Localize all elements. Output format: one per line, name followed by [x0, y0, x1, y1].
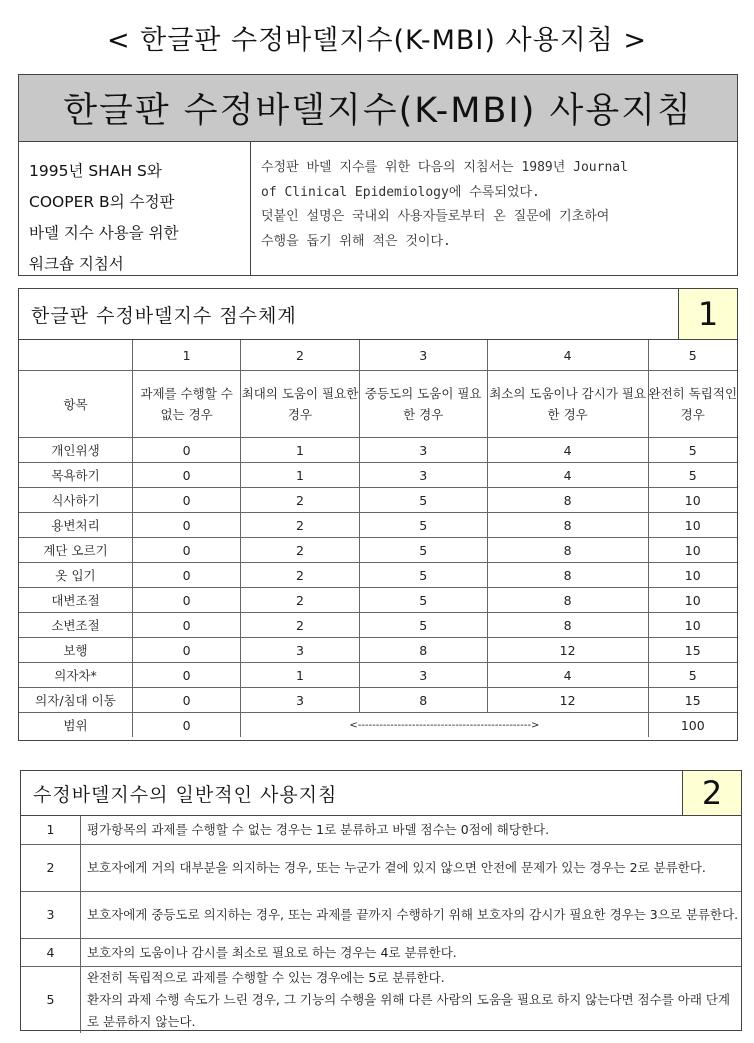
rule-text: 보호자에게 거의 대부분을 의지하는 경우, 또는 누군가 곁에 있지 않으면 안전에 문제가 있는 경우는 2로 분류한다. [81, 845, 742, 892]
item-name: 의자/침대 이동 [19, 688, 133, 713]
score-cell: 0 [133, 488, 241, 513]
level-description: 최대의 도움이 필요한 경우 [241, 371, 359, 438]
range-min: 0 [133, 713, 241, 738]
source-line: 워크숍 지침서 [29, 255, 124, 273]
score-cell: 4 [487, 438, 648, 463]
score-cell: 3 [359, 438, 487, 463]
rule-row [21, 967, 741, 1034]
table-row [19, 663, 737, 688]
score-cell: 1 [241, 663, 359, 688]
table-row [19, 613, 737, 638]
score-cell: 4 [487, 663, 648, 688]
score-cell: 3 [241, 688, 359, 713]
score-cell: 1 [241, 463, 359, 488]
score-cell: 10 [648, 488, 737, 513]
source-line: COOPER B의 수정판 [29, 193, 175, 211]
rule-text: 보호자에게 중등도로 의지하는 경우, 또는 과제를 끝까지 수행하기 위해 보호자의 감시가 필요한 경우는 3으로 분류한다. [81, 892, 742, 939]
range-max: 100 [648, 713, 737, 738]
score-cell: 10 [648, 538, 737, 563]
rule-text: 보호자의 도움이나 감시를 최소로 필요로 하는 경우는 4로 분류한다. [81, 939, 742, 967]
title-box [18, 74, 738, 276]
table-row [19, 688, 737, 713]
score-cell: 2 [241, 563, 359, 588]
score-cell: 5 [648, 463, 737, 488]
score-cell: 5 [359, 563, 487, 588]
score-cell: 2 [241, 613, 359, 638]
table-corner [19, 340, 133, 371]
score-cell: 2 [241, 513, 359, 538]
score-cell: 0 [133, 563, 241, 588]
score-cell: 10 [648, 613, 737, 638]
score-cell: 10 [648, 563, 737, 588]
rule-row [21, 845, 741, 892]
table-row [19, 563, 737, 588]
score-cell: 5 [648, 663, 737, 688]
document-title: 한글판 수정바델지수(K-MBI) 사용지침 [19, 75, 737, 142]
score-cell: 5 [359, 538, 487, 563]
score-cell: 0 [133, 638, 241, 663]
score-cell: 3 [241, 638, 359, 663]
score-cell: 2 [241, 538, 359, 563]
level-header: 5 [648, 340, 737, 371]
section-title: 수정바델지수의 일반적인 사용지침 [33, 783, 338, 806]
score-cell: 5 [648, 438, 737, 463]
item-name: 옷 입기 [19, 563, 133, 588]
score-cell: 8 [487, 513, 648, 538]
score-cell: 5 [359, 588, 487, 613]
score-cell: 5 [359, 613, 487, 638]
score-cell: 8 [487, 588, 648, 613]
level-header: 3 [359, 340, 487, 371]
range-label: 범위 [19, 713, 133, 738]
score-cell: 10 [648, 588, 737, 613]
item-header: 항목 [19, 371, 133, 438]
item-name: 식사하기 [19, 488, 133, 513]
score-cell: 3 [359, 663, 487, 688]
intro-line: 수행을 돕기 위해 적은 것이다. [261, 233, 451, 249]
section-number: 2 [682, 771, 741, 815]
intro-line: 덧붙인 설명은 국내외 사용자들로부터 온 질문에 기초하여 [261, 209, 610, 224]
table-row [19, 488, 737, 513]
score-cell: 0 [133, 438, 241, 463]
level-description: 최소의 도움이나 감시가 필요한 경우 [487, 371, 648, 438]
range-arrow: <------------------------------------------------> [241, 713, 648, 738]
intro-line: of Clinical Epidemiology에 수록되었다. [261, 184, 540, 200]
rule-text: 환자의 과제 수행 속도가 느린 경우, 그 기능의 수행을 위해 다른 사람의 도움을 필요로 하지 않는다면 점수를 아래 단계로 분류하지 않는다. [87, 992, 731, 1029]
score-system-section [18, 288, 738, 741]
score-cell: 8 [359, 638, 487, 663]
score-cell: 3 [359, 463, 487, 488]
rule-text: 평가항목의 과제를 수행할 수 없는 경우는 1로 분류하고 바델 점수는 0점에 해당한다. [81, 816, 742, 845]
score-cell: 12 [487, 688, 648, 713]
usage-guide-section [20, 770, 742, 1031]
score-cell: 10 [648, 513, 737, 538]
section-number: 1 [678, 289, 737, 339]
range-row [19, 713, 737, 738]
item-name: 목욕하기 [19, 463, 133, 488]
guide-table [21, 816, 741, 1033]
rule-number: 4 [21, 939, 81, 967]
rule-row [21, 816, 741, 845]
item-name: 대변조절 [19, 588, 133, 613]
score-cell: 2 [241, 488, 359, 513]
source-line: 바델 지수 사용을 위한 [29, 224, 179, 242]
score-cell: 4 [487, 463, 648, 488]
source-line: 1995년 SHAH S와 [29, 162, 162, 180]
score-cell: 15 [648, 688, 737, 713]
level-header: 1 [133, 340, 241, 371]
item-name: 의자차* [19, 663, 133, 688]
page-header: < 한글판 수정바델지수(K-MBI) 사용지침 > [106, 25, 648, 56]
intro-line: 수정판 바델 지수를 위한 다음의 지침서는 1989년 Journal [261, 160, 628, 175]
score-cell: 8 [487, 488, 648, 513]
rule-number: 2 [21, 845, 81, 892]
score-cell: 0 [133, 463, 241, 488]
table-row [19, 438, 737, 463]
level-header: 4 [487, 340, 648, 371]
score-cell: 0 [133, 588, 241, 613]
table-row [19, 638, 737, 663]
score-cell: 8 [359, 688, 487, 713]
score-cell: 0 [133, 513, 241, 538]
table-row [19, 463, 737, 488]
item-name: 용변처리 [19, 513, 133, 538]
score-cell: 1 [241, 438, 359, 463]
item-name: 보행 [19, 638, 133, 663]
rule-number: 1 [21, 816, 81, 845]
item-name: 계단 오르기 [19, 538, 133, 563]
rule-number: 5 [21, 967, 81, 1034]
rule-text: 완전히 독립적으로 과제를 수행할 수 있는 경우에는 5로 분류한다. [87, 970, 445, 985]
score-cell: 15 [648, 638, 737, 663]
score-cell: 8 [487, 538, 648, 563]
score-cell: 0 [133, 663, 241, 688]
level-header: 2 [241, 340, 359, 371]
rule-number: 3 [21, 892, 81, 939]
table-row [19, 513, 737, 538]
table-row [19, 538, 737, 563]
section-title: 한글판 수정바델지수 점수체계 [31, 304, 297, 327]
score-table [19, 340, 737, 737]
rule-row [21, 892, 741, 939]
score-cell: 8 [487, 563, 648, 588]
level-description: 완전히 독립적인 경우 [648, 371, 737, 438]
item-name: 개인위생 [19, 438, 133, 463]
score-cell: 0 [133, 613, 241, 638]
level-description: 과제를 수행할 수 없는 경우 [133, 371, 241, 438]
score-cell: 8 [487, 613, 648, 638]
score-cell: 5 [359, 488, 487, 513]
intro-text [251, 142, 737, 276]
score-cell: 2 [241, 588, 359, 613]
level-description: 중등도의 도움이 필요한 경우 [359, 371, 487, 438]
source-description [19, 142, 251, 276]
score-cell: 0 [133, 538, 241, 563]
rule-row [21, 939, 741, 967]
item-name: 소변조절 [19, 613, 133, 638]
score-cell: 0 [133, 688, 241, 713]
score-cell: 5 [359, 513, 487, 538]
table-row [19, 588, 737, 613]
score-cell: 12 [487, 638, 648, 663]
